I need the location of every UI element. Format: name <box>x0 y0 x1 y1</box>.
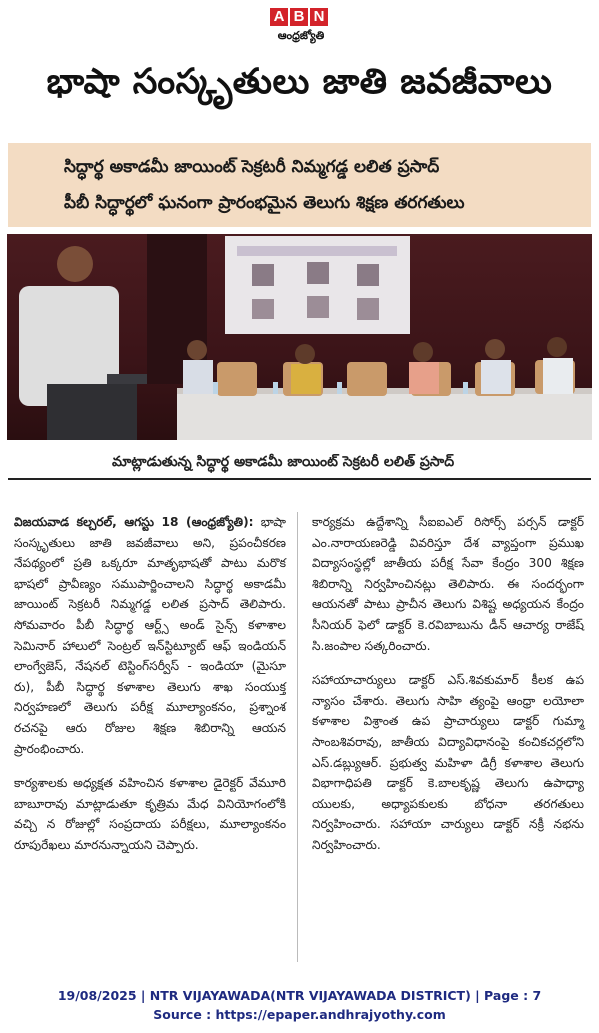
subhead-line-1: సిద్ధార్థ అకాడమీ జాయింట్ సెక్రటరీ నిమ్మగడ్డ లలిత ప్రసాద్ <box>64 157 440 177</box>
article-paragraph: కార్యక్రమ ఉద్దేశాన్ని సీఐఐఎల్ రిసోర్స్ పర్సన్ డాక్టర్ ఎం.నారాయణరెడ్డి వివరిస్తూ దేశ వ్యాప్తంగా ప్రముఖ విద్యాసంస్థల్లో జాతీయ పరీక్ష సేవా కేంద్రం 300 శిక్షణ శిబిరాన్ని నిర్వహించినట్లు తెలిపారు. ఈ సందర్భంగా ఆయనతో పాటు ప్రాచీన తెలుగు విశిష్ట అధ్యయన కేంద్రం సీనియర్ ఫెలో డాక్టర్ కె.రవిబాబును డీన్ ఆచార్య రాజేష్ సి.జంపాల సత్కరించారు. <box>312 515 584 653</box>
subhead-line-2: పీబీ సిద్ధార్థలో ఘనంగా ప్రారంభమైన తెలుగు శిక్షణ తరగతులు <box>64 193 465 213</box>
logo-letter-b: B <box>290 8 308 26</box>
article-column-left <box>14 512 286 870</box>
abn-logo <box>270 8 332 54</box>
news-photo <box>7 234 592 440</box>
article-paragraph: సహాయాచార్యులు డాక్టర్ ఎస్.శివకుమార్ కీలక ఉప న్యాసం చేశారు. తెలుగు సాహి త్యంపై ఆంధ్రా లయోలా కళాశాల విశ్రాంత ఉప ప్రాచార్యులు డాక్టర్ గుమ్మా సాంబశివరావు, జాతీయ విద్యావిధానంపై కంచికచర్లలోని ఎస్.డబ్ల్యుఆర్. ప్రభుత్వ మహిళా డిగ్రీ కళాశాల తెలుగు విభాగాధిపతి డాక్టర్ కె.బాలకృష్ణ తెలుగు ఉపాధ్యా యులకు, అధ్యాపకులకు బోధనా తరగతులు నిర్వహించారు. సహాయా చార్యులు డాక్టర్ నక్రీ నభను నిర్వహించారు. <box>312 673 584 852</box>
speaker <box>57 246 93 282</box>
footer-source[interactable]: Source : https://epaper.andhrajyothy.com <box>153 1007 446 1022</box>
photo-drawing <box>7 234 592 440</box>
paragraph-text: భాషా సంస్కృతులు జాతి జవజీవాలు అని, ప్రపంచీకరణ నేపథ్యంలో ప్రతి ఒక్కరూ మాతృభాషతో పాటు మరొక భాషలో ప్రావీణ్యం సముపార్జించాలని సిద్ధార్థ అకాడమీ జాయింట్ సెక్రటరీ నిమ్మగడ్డ లలిత ప్రసాద్ తెలిపారు. సోమవారం పీబీ సిద్ధార్థ ఆర్ట్స్ అండ్ సైన్స్ కళాశాల సెమినార్ హాలులో సెంట్రల్ ఇన్‌స్టిట్యూట్ ఆఫ్ ఇండియన్ లాంగ్వేజెస్, నేషనల్ టెస్టింగ్‌సర్వీస్ - ఇండియా (మైసూ రు), పీబీ సిద్ధార్థ కళాశాల తెలుగు శాఖ సంయుక్త నిర్వహణలో తెలుగు పరీక్ష మూల్యాంకనం, ప్రశ్నాంశ రచనపై ఆరు రోజుల శిక్షణ శిబిరాన్ని ఆయన ప్రారంభించారు. <box>14 515 286 756</box>
stage-table <box>177 392 592 440</box>
column-divider <box>297 512 298 962</box>
logo-subtitle: ఆంధ్రజ్యోతి <box>277 29 325 42</box>
photo-caption: మాట్లాడుతున్న సిద్ధార్థ అకాడమీ జాయింట్ సెక్రటరీ లలిత్ ప్రసాద్ <box>8 447 591 480</box>
subhead-box <box>8 143 591 227</box>
headline: భాషా సంస్కృతులు జాతి జవజీవాలు <box>46 62 553 102</box>
article-paragraph <box>14 512 286 759</box>
article-paragraph: కార్యశాలకు అధ్యక్షత వహించిన కళాశాల డైరెక్టర్ వేమూరి బాబూరావు మాట్లాడుతూ కృత్రిమ మేధ వినియోగంలోకి వచ్చి న రోజుల్లో సంప్రదాయ పరీక్షలు, మూల్యాంకనం రూపురేఖలు మారనున్నాయని చెప్పారు. <box>14 776 286 852</box>
logo-letter-n: N <box>310 8 328 26</box>
podium <box>47 384 137 440</box>
footer-edition-info: 19/08/2025 | NTR VIJAYAWADA(NTR VIJAYAWADA DISTRICT) | Page : 7 <box>57 988 542 1003</box>
logo-letters <box>270 8 332 26</box>
dateline: విజయవాడ కల్చరల్, ఆగస్టు 18 (ఆంధ్రజ్యోతి): <box>14 515 254 529</box>
logo-letter-a: A <box>270 8 288 26</box>
article-column-right <box>312 512 584 870</box>
